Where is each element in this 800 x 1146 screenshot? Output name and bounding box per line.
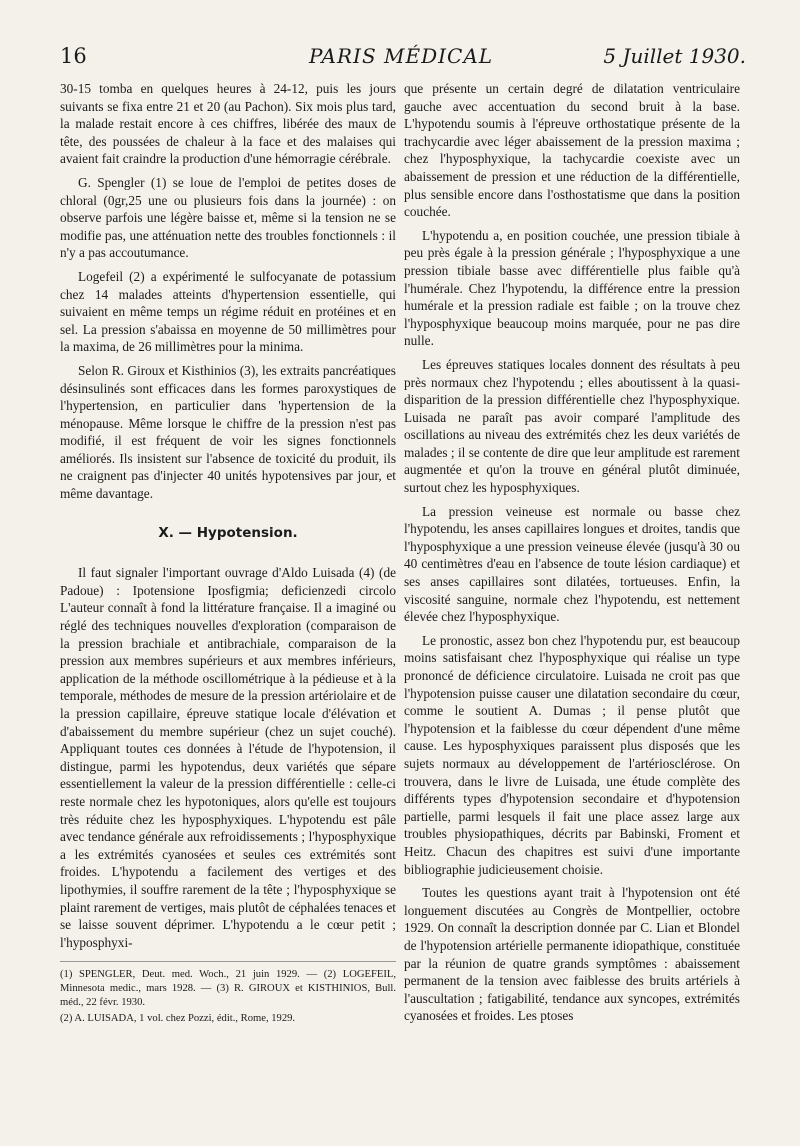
journal-title: PARIS MÉDICAL — [308, 44, 494, 68]
paragraph: L'hypotendu a, en position couchée, une pression tibiale à peu près égale à la pression générale ; l'hyposphyxique a une pression tibiale basse avec différentielle plus faible qu'à l'humérale. Chez l'hypotendu, la différence entre la pression humérale et la pression radiale est faible ; on la trouve chez l'hyposphyxique beaucoup moins marquée, pour ne pas dire nulle. — [404, 227, 740, 349]
issue-date: 5 Juillet 1930. — [603, 44, 746, 68]
footnotes — [60, 961, 396, 1026]
paragraph: Il faut signaler l'important ouvrage d'Aldo Luisada (4) (de Padoue) : Ipotensione Iposfigmia; deficienzedi circolo L'auteur connaît à fond la littérature française. Il a imaginé ou réglé des techniques nouvelles d'exploration (comparaison de la pression brachiale et antibrachiale, comparaison de la pression aux membres supérieurs et aux membres inférieurs, application de la méthode oscillométrique à la pédieuse et à la temporale, méthodes de mesure de la pression artériolaire et de la pression capillaire, épreuve statique locale d'élévation et d'abaissement du membre supérieur (chez un sujet couché). Appliquant toutes ces données à l'étude de l'hypotension, il distingue, parmi les hypotendus, deux variétés que sépare essentiellement la valeur de la pression différentielle : celle-ci reste normale chez les hypotoniques, alors qu'elle est toujours très réduite chez les hyposphyxiques. L'hypotendu est pâle avec tendance générale aux refroidissements ; l'hyposphyxique a les extrémités cyanosées et seules ces extrémités sont froides. L'hypotendu a facilement des vertiges et des lipothymies, il souffre rarement de la tête ; l'hyposphyxique se plaint rarement de vertiges, mais plutôt de céphalées tenaces et se laisse souvent déprimer. L'hypotendu a le cœur petit ; l'hyposphyxi- — [60, 565, 396, 950]
paragraph: Le pronostic, assez bon chez l'hypotendu pur, est beaucoup moins satisfaisant chez l'hyposphyxique qui réalise un type prononcé de déficience circulatoire. Luisada ne croit pas que l'hypotension puisse causer une dilatation secondaire du cœur, comme le soutient A. Dumas ; il pense plutôt que l'hypotension et la faiblesse du cœur dépendent d'une même cause. Les hyposphyxiques paraissent plus disposés que les sujets normaux au développement de l'artériosclérose. On trouvera, dans le livre de Luisada, une étude complète des différents types d'hypotension secondaire et d'hypotension partielle, parmi lesquels il fait une place assez large aux troubles physiopathiques, décrits par Babinski, Froment et Heitz. Chacun des chapitres est suivi d'une importante bibliographie judicieusement choisie. — [404, 632, 740, 877]
paragraph: que présente un certain degré de dilatation ventriculaire gauche avec accentuation du second bruit à la base. L'hypotendu soumis à l'épreuve orthostatique présente de la trachycardie avec léger abaissement de la pression maxima ; chez l'hyposphyxique, la tachycardie coexiste avec un abaissement de pression et une réduction de la différentielle, plus sensible encore dans l'osthostatisme que dans la position couchée. — [404, 81, 740, 220]
page-header — [56, 44, 746, 76]
left-column — [60, 80, 396, 1028]
right-column — [404, 80, 740, 1031]
section-heading: X. — Hypotension. — [158, 524, 298, 541]
paragraph: Toutes les questions ayant trait à l'hypotension ont été longuement discutées au Congrès de Montpellier, octobre 1929. On connaît la description donnée par C. Lian et Blondel de l'hypotension artérielle permanente idiopathique, constituée par la réunion de quatre grands symptômes : abaissement permanent de la tension avec faiblesse des bruits artériels à l'auscultation ; fatigabilité, tendance aux syncopes, extrémités cyanosées et froides. Les ptoses — [404, 885, 740, 1024]
paragraph: Selon R. Giroux et Kisthinios (3), les extraits pancréatiques désinsulinés sont efficaces dans les formes paroxystiques de l'hypertension, en particulier dans 'hypertension de la ménopause. Même lorsque le chiffre de la pression n'est pas modifié, il est fréquent de voir les signes fonctionnels améliorés. Ils insistent sur l'absence de toxicité du produit, ils ne craignent pas d'injecter 40 unités hypotensives par jour, et même davantage. — [60, 362, 396, 502]
paragraph: 30-15 tomba en quelques heures à 24-12, puis les jours suivants se fixa entre 21 et 20 (au Pachon). Six mois plus tard, la malade restait encore à ces chiffres, libérée des maux de tête, des poussées de chaleur à la face et des malaises qui avaient fait craindre la production d'une hémorragie cérébrale. — [60, 81, 396, 167]
paragraph: G. Spengler (1) se loue de l'emploi de petites doses de chloral (0gr,25 une ou plusieurs fois dans la journée) : on observe parfois une légère baisse et, même si la tension ne se modifie pas, une atténuation nette des troubles fonctionnels : il n'y a pas accoutumance. — [60, 174, 396, 261]
paragraph: Les épreuves statiques locales donnent des résultats à peu près normaux chez l'hypotendu ; elles aboutissent à la quasi-disparition de la pression différentielle chez l'hyposphyxique. Luisada ne paraît pas avoir comparé l'amplitude des oscillations au niveau des extrémités chez les deux variétés de malades ; il se contente de dire que leur amplitude est rarement augmentée et qu'on la trouve en général plutôt diminuée, surtout chez les hyposphyxiques. — [404, 356, 740, 496]
page-number: 16 — [60, 44, 87, 68]
footnote: (1) SPENGLER, Deut. med. Woch., 21 juin 1929. — (2) LOGEFEIL, Minnesota medic., mars 1928. — (3) R. GIROUX et KISTHINIOS, Bull. méd., 22 févr. 1930. — [60, 969, 396, 1009]
paragraph: La pression veineuse est normale ou basse chez l'hypotendu, les anses capillaires longues et droites, tandis que l'hyposphyxique a une pression veineuse élevée (jusqu'à 30 ou 40 centimètres d'eau en l'absence de toute lésion cardiaque) et ses anses capillaires sont dilatées, tortueuses. Enfin, la viscosité sanguine, normale chez l'hypotendu, est nettement élevée chez l'hyposphyxique. — [404, 503, 740, 625]
paragraph: Logefeil (2) a expérimenté le sulfocyanate de potassium chez 14 malades atteints d'hypertension essentielle, qui suivaient en même temps un régime réduit en protéines et en sel. La pression s'abaissa en moyenne de 50 millimètres pour la maxima, de 26 millimètres pour la minima. — [60, 268, 396, 355]
footnote: (2) A. LUISADA, 1 vol. chez Pozzi, édit., Rome, 1929. — [60, 1013, 296, 1025]
